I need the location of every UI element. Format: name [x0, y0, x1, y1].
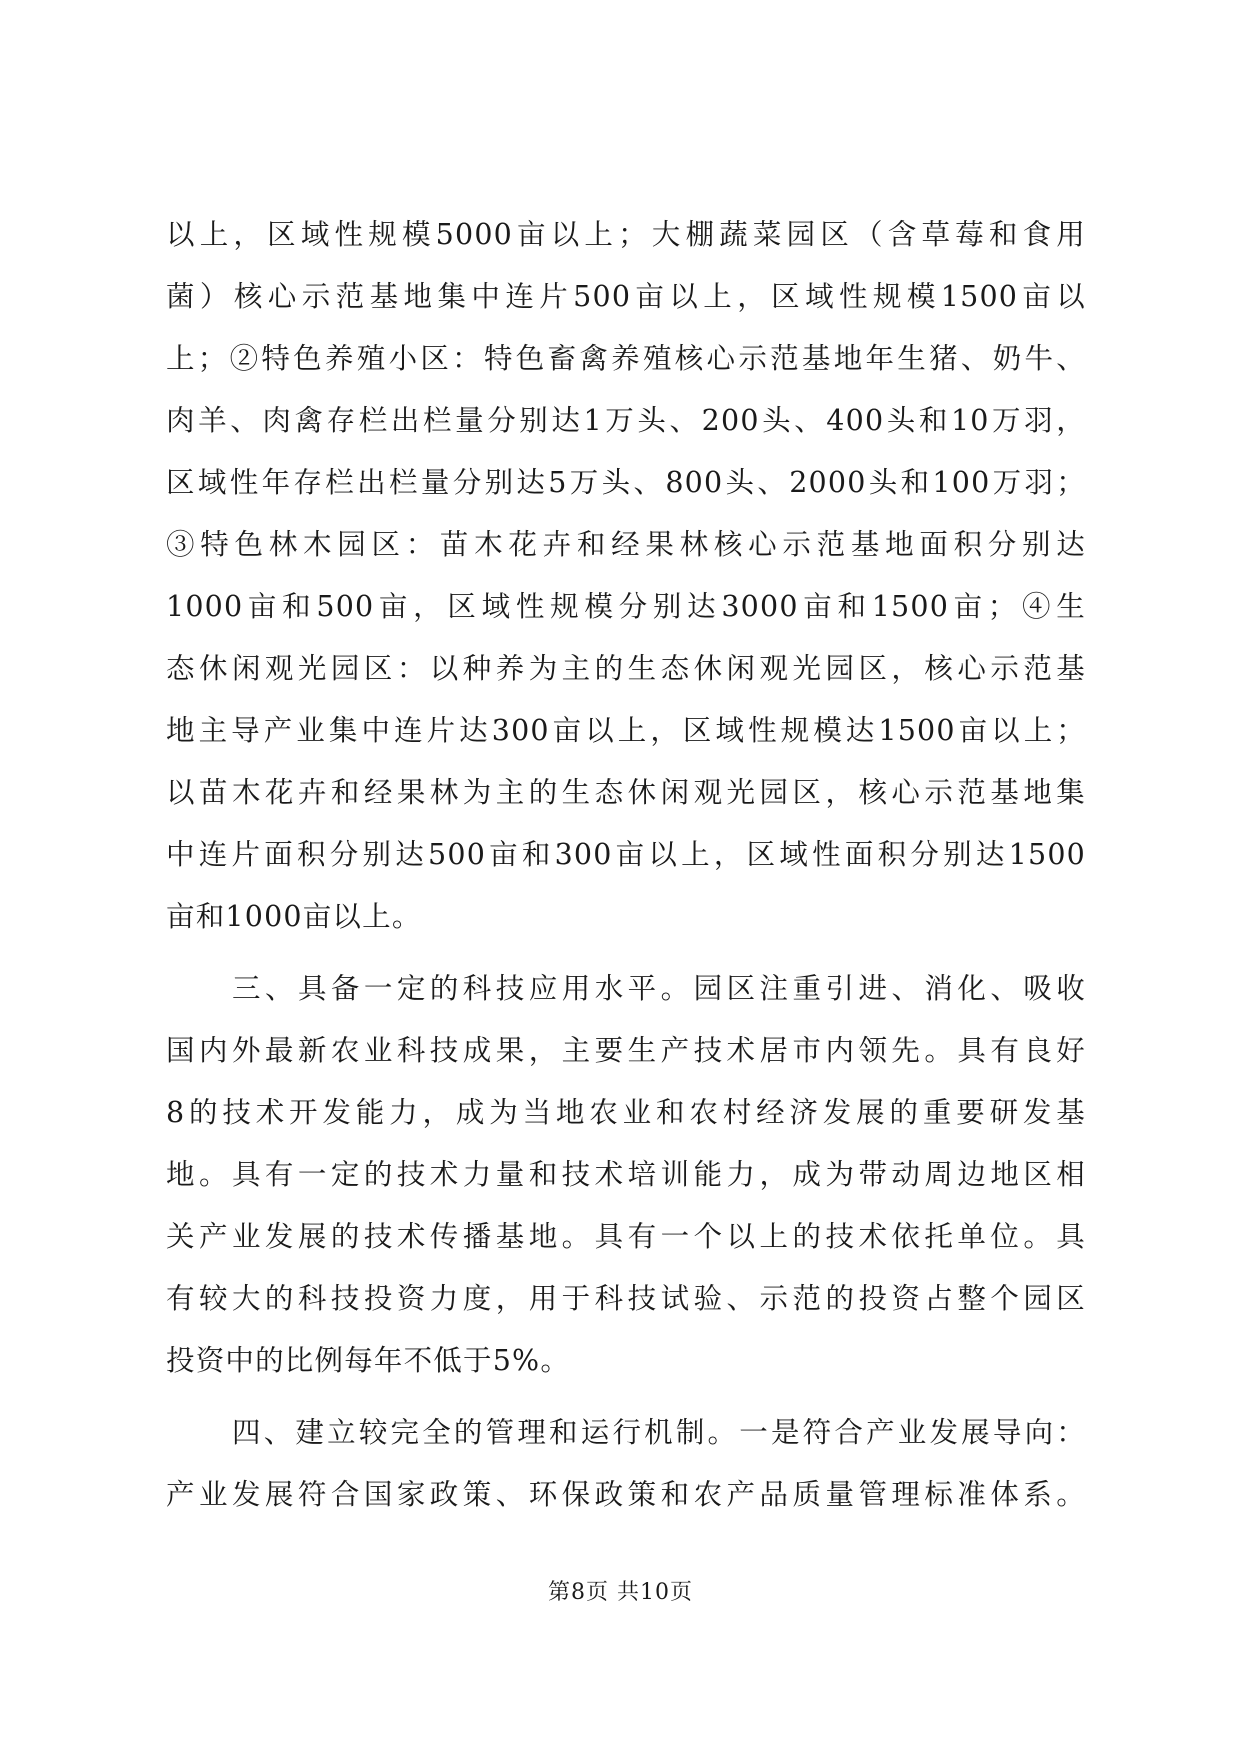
paragraph-line: 国内外最新农业科技成果，主要生产技术居市内领先。具有良好: [166, 1034, 1086, 1067]
paragraph-line: 1000亩和500亩，区域性规模分别达3000亩和1500亩；④生: [166, 590, 1086, 623]
page-number-footer: 第8页 共10页: [548, 1580, 693, 1605]
paragraph-line: 中连片面积分别达500亩和300亩以上，区域性面积分别达1500: [166, 838, 1086, 871]
paragraph-line: 上；②特色养殖小区：特色畜禽养殖核心示范基地年生猪、奶牛、: [166, 342, 1086, 375]
paragraph-line: 有较大的科技投资力度，用于科技试验、示范的投资占整个园区: [166, 1282, 1086, 1315]
paragraph-line: 地。具有一定的技术力量和技术培训能力，成为带动周边地区相: [166, 1158, 1086, 1191]
paragraph-line: 肉羊、肉禽存栏出栏量分别达1万头、200头、400头和10万羽，: [166, 404, 1086, 437]
paragraph-line: 态休闲观光园区：以种养为主的生态休闲观光园区，核心示范基: [166, 652, 1086, 685]
section-three-heading-line: 三、具备一定的科技应用水平。园区注重引进、消化、吸收: [232, 972, 1086, 1005]
paragraph-line: 产业发展符合国家政策、环保政策和农产品质量管理标准体系。: [166, 1478, 1086, 1511]
document-body: [166, 204, 1086, 1526]
paragraph-line: 亩和1000亩以上。: [166, 900, 422, 933]
paragraph-line: 关产业发展的技术传播基地。具有一个以上的技术依托单位。具: [166, 1220, 1086, 1253]
section-four-heading-line: 四、建立较完全的管理和运行机制。一是符合产业发展导向：: [232, 1416, 1086, 1449]
paragraph-line: 以苗木花卉和经果林为主的生态休闲观光园区，核心示范基地集: [166, 776, 1086, 809]
paragraph-line: ③特色林木园区：苗木花卉和经果林核心示范基地面积分别达: [166, 528, 1086, 561]
paragraph-gap: [166, 1392, 1086, 1402]
paragraph-line: 8的技术开发能力，成为当地农业和农村经济发展的重要研发基: [166, 1096, 1086, 1129]
paragraph-line: 菌）核心示范基地集中连片500亩以上，区域性规模1500亩以: [166, 280, 1086, 313]
paragraph-line: 投资中的比例每年不低于5%。: [166, 1344, 571, 1377]
paragraph-line: 以上，区域性规模5000亩以上；大棚蔬菜园区（含草莓和食用: [166, 218, 1086, 251]
paragraph-line: 区域性年存栏出栏量分别达5万头、800头、2000头和100万羽；: [166, 466, 1086, 499]
paragraph-line: 地主导产业集中连片达300亩以上，区域性规模达1500亩以上；: [166, 714, 1086, 747]
paragraph-gap: [166, 948, 1086, 958]
